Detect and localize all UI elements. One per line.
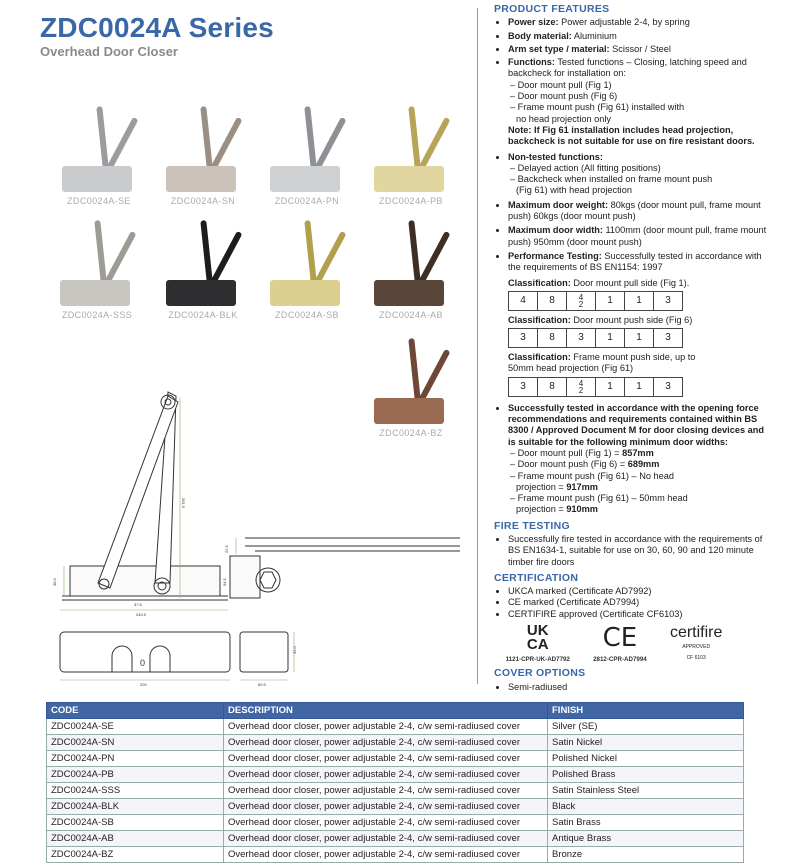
feature-width: • Maximum door width: 1100mm (door mount pull, frame mount push) 950mm (door mount push) (508, 225, 770, 248)
cert-item: • UKCA marked (Certificate AD7992) (508, 586, 770, 597)
cell-description: Overhead door closer, power adjustable 2-4, c/w semi-radiused cover (224, 799, 548, 815)
cell-finish: Black (548, 799, 744, 815)
product-image (42, 210, 152, 306)
page-subtitle: Overhead Door Closer (40, 44, 178, 59)
classification-block: Classification: Door mount pull side (Fig 1). 4 8 4 2 1 1 3 Classification: Door mount push side (Fig 6) 3 8 3 1 1 3 Classification: Frame mount push side, up to 50mm head projection (Fig 61) 3 8 4 2 1 1 3 (508, 277, 696, 395)
product-card (44, 96, 154, 206)
feature-weight: • Maximum door weight: 80kgs (door mount pull, frame mount push) 60kgs (door mount push) (508, 200, 770, 223)
product-code: ZDC0024A-BZ (379, 428, 443, 438)
cert-heading: CERTIFICATION (494, 571, 579, 584)
cell-finish: Satin Stainless Steel (548, 783, 744, 799)
classification-cell: 1 (596, 291, 625, 310)
table-row (47, 831, 744, 847)
dim-arm-offset: 22.5 (224, 545, 229, 553)
cell-description: Overhead door closer, power adjustable 2-4, c/w semi-radiused cover (224, 719, 548, 735)
product-card (252, 210, 362, 320)
product-code: ZDC0024A-SB (275, 310, 339, 320)
dim-cover-depth: 60.5 (258, 682, 266, 687)
classification-table-fig61 (508, 377, 683, 397)
ce-logo: CE 2812-CPR-AD7994 (593, 623, 647, 664)
cover-heading: COVER OPTIONS (494, 667, 586, 680)
product-image (356, 210, 466, 306)
cert-item: • CERTIFIRE approved (Certificate CF6103) (508, 609, 770, 620)
classification-table-fig1 (508, 291, 683, 311)
dim-height: 261.5 (181, 498, 186, 509)
col-finish: FINISH (548, 703, 744, 719)
product-card (148, 210, 258, 320)
closer-body-side (230, 556, 260, 598)
table-row (47, 767, 744, 783)
table-row (47, 847, 744, 863)
classification-cell: 8 (538, 329, 567, 348)
dim-cover-height: 32.0 (292, 646, 297, 654)
classification-table-fig6 (508, 328, 683, 348)
cert-list (494, 586, 770, 620)
product-image (252, 96, 362, 192)
classification-cell: 3 (654, 329, 683, 348)
feature-non-tested: • Non-tested functions: – Delayed action (All fitting positions) – Backcheck when installed on frame mount push (Fig 61) with head projection (508, 152, 770, 197)
col-description: DESCRIPTION (224, 703, 548, 719)
cell-description: Overhead door closer, power adjustable 2-4, c/w semi-radiused cover (224, 815, 548, 831)
table-row (47, 799, 744, 815)
product-code: ZDC0024A-PB (379, 196, 443, 206)
cell-code: ZDC0024A-BZ (47, 847, 224, 863)
fire-text: • Successfully fire tested in accordance with the requirements of BS EN1634-1, suitable for use on 30, 60, 90 and 120 minute timber fire doors (508, 534, 770, 568)
product-code: ZDC0024A-AB (379, 310, 443, 320)
classification-cell: 1 (625, 291, 654, 310)
feature-power: • Power size: Power adjustable 2-4, by spring (508, 17, 770, 28)
cell-finish: Satin Nickel (548, 735, 744, 751)
classification-cell: 3 (654, 291, 683, 310)
table-row (47, 751, 744, 767)
functions-note: Note: If Fig 61 installation includes head projection, backcheck is not suitable for use on fire resistant doors. (508, 124, 755, 147)
cover-option: • Semi-radiused (508, 682, 770, 693)
product-code: ZDC0024A-SN (170, 196, 236, 206)
cell-finish: Polished Nickel (548, 751, 744, 767)
feature-body: • Body material: Aluminium (508, 31, 770, 42)
feature-arm: • Arm set type / material: Scissor / Steel (508, 44, 770, 55)
product-card (148, 96, 258, 206)
fire-heading: FIRE TESTING (494, 519, 570, 532)
classification-cell: 4 (509, 291, 538, 310)
dim-body-length: 240.0 (136, 612, 147, 617)
page-title: ZDC0024A Series (40, 12, 274, 43)
product-code: ZDC0024A-BLK (168, 310, 238, 320)
cell-description: Overhead door closer, power adjustable 2-4, c/w semi-radiused cover (224, 831, 548, 847)
certifire-logo: certifire APPROVED CF 6103 (669, 624, 723, 662)
dim-spindle: 37.5 (134, 602, 142, 607)
table-row (47, 815, 744, 831)
closer-body-front (70, 566, 220, 596)
product-image (44, 96, 154, 192)
classification-cell: 3 (654, 377, 683, 396)
dim-side-height: 54.5 (222, 578, 227, 586)
cell-description: Overhead door closer, power adjustable 2-4, c/w semi-radiused cover (224, 751, 548, 767)
classification-cell: 4 2 (567, 377, 596, 396)
cell-finish: Polished Brass (548, 767, 744, 783)
cover-side-view (240, 632, 288, 672)
classification-cell: 8 (538, 291, 567, 310)
cert-logos (494, 624, 734, 665)
product-image (148, 210, 258, 306)
table-row (47, 783, 744, 799)
cell-finish: Bronze (548, 847, 744, 863)
features-heading: PRODUCT FEATURES (494, 3, 610, 15)
classification-cell: 3 (509, 377, 538, 396)
cell-description: Overhead door closer, power adjustable 2-4, c/w semi-radiused cover (224, 847, 548, 863)
cell-finish: Antique Brass (548, 831, 744, 847)
product-code: ZDC0024A-SSS (61, 310, 133, 320)
col-code: CODE (47, 703, 224, 719)
feature-functions: • Functions: Tested functions – Closing, latching speed and backcheck for installation on: – Door mount pull (Fig 1) – Door mount push (Fig 6) – Frame mount push (Fig 61) installed with no head projection only Note: If Fig 61 installation includes head projection, backcheck is not suitable for use on fire resistant doors. (508, 57, 770, 147)
cell-description: Overhead door closer, power adjustable 2-4, c/w semi-radiused cover (224, 783, 548, 799)
classification-cell: 8 (538, 377, 567, 396)
classification-cell: 3 (567, 329, 596, 348)
product-image (252, 210, 362, 306)
product-image (148, 96, 258, 192)
classification-cell: 1 (625, 377, 654, 396)
product-image (356, 96, 466, 192)
cell-code: ZDC0024A-PB (47, 767, 224, 783)
product-code: ZDC0024A-SE (67, 196, 131, 206)
features-panel (494, 4, 770, 695)
classification-cell: 1 (596, 377, 625, 396)
product-card (252, 96, 362, 206)
classification-cell: 1 (625, 329, 654, 348)
cell-description: Overhead door closer, power adjustable 2-4, c/w semi-radiused cover (224, 767, 548, 783)
table-row (47, 719, 744, 735)
feature-opening-force: • Successfully tested in accordance with the opening force recommendations and requirements contained within BS 8300 / Approved Document M for door closing devices and is suitable for the following minimum door widths: – Door mount pull (Fig 1) = 857mm – Door mount push (Fig 6) = 689mm – Frame mount push (Fig 61) – No head projection = 917mm – Frame mount push (Fig 61) – 50mm head projection = 910mm (508, 403, 770, 516)
cert-item: • CE marked (Certificate AD7994) (508, 597, 770, 608)
product-card (356, 210, 466, 320)
classification-cell: 1 (596, 329, 625, 348)
cell-code: ZDC0024A-BLK (47, 799, 224, 815)
product-spec-table (46, 702, 744, 863)
cell-code: ZDC0024A-SN (47, 735, 224, 751)
classification-cell: 3 (509, 329, 538, 348)
classification-cell: 4 2 (567, 291, 596, 310)
cell-code: ZDC0024A-SB (47, 815, 224, 831)
cell-description: Overhead door closer, power adjustable 2-4, c/w semi-radiused cover (224, 735, 548, 751)
product-code: ZDC0024A-PN (274, 196, 340, 206)
ukca-logo: UK CA 1121-CPR-UK-AD7792 (505, 622, 570, 664)
cell-code: ZDC0024A-AB (47, 831, 224, 847)
dim-body-height: 38.0 (52, 578, 57, 586)
cover-label: 0 (140, 658, 146, 668)
column-divider (477, 8, 478, 684)
feature-performance: • Performance Testing: Successfully tested in accordance with the requirements of BS EN1154: 1997 (508, 251, 770, 274)
product-card (356, 96, 466, 206)
technical-drawing (50, 388, 470, 688)
cell-finish: Silver (SE) (548, 719, 744, 735)
cell-code: ZDC0024A-SSS (47, 783, 224, 799)
product-card (42, 210, 152, 320)
cell-code: ZDC0024A-SE (47, 719, 224, 735)
dim-cover-length: 200 (140, 682, 147, 687)
cell-code: ZDC0024A-PN (47, 751, 224, 767)
cell-finish: Satin Brass (548, 815, 744, 831)
table-row (47, 735, 744, 751)
